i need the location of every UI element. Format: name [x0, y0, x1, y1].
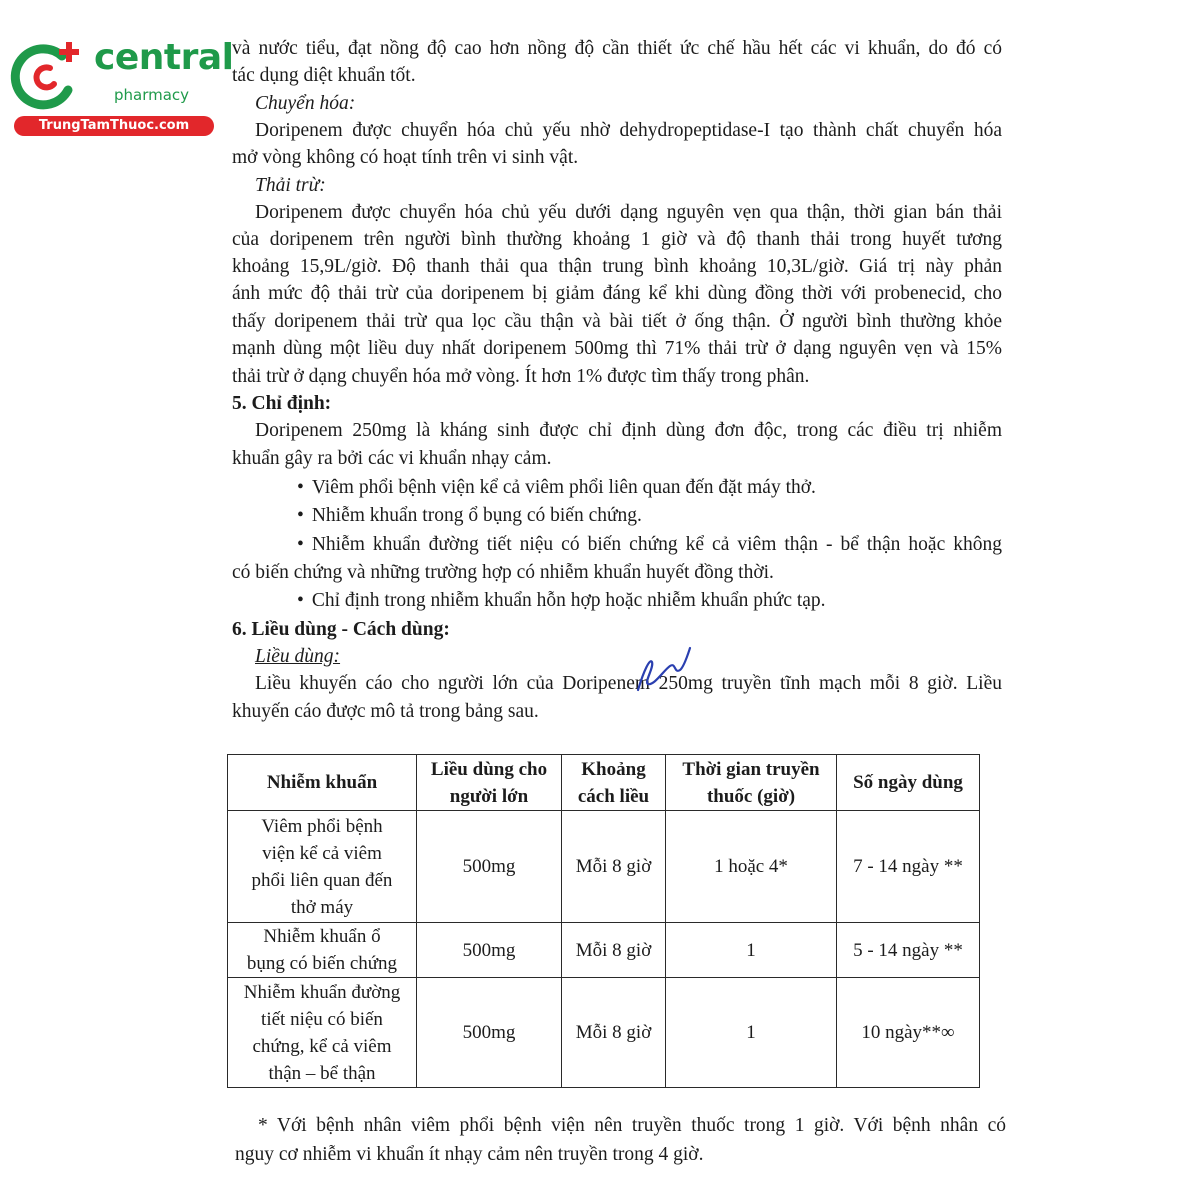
paragraph-line: khoảng 15,9L/giờ. Độ thanh thải qua thận trung bình khoảng 10,3L/giờ. Giá trị này phản [232, 256, 1002, 277]
indication-bullet: • Nhiễm khuẩn trong ổ bụng có biến chứng. [297, 503, 642, 529]
handwritten-initial-icon [630, 640, 700, 700]
indication-bullet: • Chỉ định trong nhiễm khuẩn hỗn hợp hoặc nhiễm khuẩn phức tạp. [297, 588, 826, 614]
footnote-line: * Với bệnh nhân viêm phổi bệnh viện nên truyền thuốc trong 1 giờ. Với bệnh nhân có [258, 1115, 1006, 1136]
paragraph-line: khuyến cáo được mô tả trong bảng sau. [232, 701, 539, 722]
dose-cell: 500mg [417, 978, 562, 1088]
infection-cell: Nhiễm khuẩn ổ bụng có biến chứng [228, 923, 417, 978]
pharmacy-logo[interactable] [10, 36, 234, 141]
column-header: Liều dùng cho người lớn [417, 755, 562, 811]
table-row [228, 811, 980, 923]
days-cell: 5 - 14 ngày ** [837, 923, 980, 978]
section-5-heading: 5. Chỉ định: [232, 393, 332, 414]
paragraph-line: mạnh dùng một liều duy nhất doripenem 500mg thì 71% thải trừ ở dạng nguyên vẹn và 15% [232, 338, 1002, 359]
logo-subtitle: pharmacy [114, 86, 190, 104]
column-header: Nhiễm khuẩn [228, 755, 417, 811]
days-cell: 7 - 14 ngày ** [837, 811, 980, 923]
days-cell: 10 ngày**∞ [837, 978, 980, 1088]
table-header-row [228, 755, 980, 811]
table-row [228, 923, 980, 978]
paragraph-line: và nước tiểu, đạt nồng độ cao hơn nồng độ cần thiết ức chế hầu hết các vi khuẩn, do đó có [232, 38, 1002, 59]
paragraph-line: Doripenem được chuyển hóa chủ yếu dưới dạng nguyên vẹn qua thận, thời gian bán thải [255, 202, 1002, 223]
interval-cell: Mỗi 8 giờ [562, 923, 666, 978]
subheading-dosage: Liều dùng: [255, 646, 341, 667]
paragraph-line: khuẩn gây ra bởi các vi khuẩn nhạy cảm. [232, 448, 552, 469]
dosage-table [227, 754, 980, 1088]
paragraph-line: mở vòng không có hoạt tính trên vi sinh vật. [232, 147, 579, 168]
infection-cell: Viêm phổi bệnh viện kể cả viêm phổi liên quan đến thở máy [228, 811, 417, 923]
paragraph-line: tác dụng diệt khuẩn tốt. [232, 65, 416, 86]
paragraph-line: Doripenem được chuyển hóa chủ yếu nhờ dehydropeptidase-I tạo thành chất chuyển hóa [255, 120, 1002, 141]
paragraph-line: Doripenem 250mg là kháng sinh được chỉ định dùng đơn độc, trong các điều trị nhiễm [255, 420, 1002, 441]
footnote-line: nguy cơ nhiễm vi khuẩn ít nhạy cảm nên truyền trong 4 giờ. [235, 1144, 704, 1165]
logo-mark-icon [10, 38, 90, 113]
column-header: Khoảng cách liều [562, 755, 666, 811]
infusion-time-cell: 1 hoặc 4* [666, 811, 837, 923]
dose-cell: 500mg [417, 923, 562, 978]
subheading-metabolism: Chuyển hóa: [255, 93, 356, 114]
section-6-heading: 6. Liều dùng - Cách dùng: [232, 619, 450, 640]
infusion-time-cell: 1 [666, 978, 837, 1088]
dose-cell: 500mg [417, 811, 562, 923]
infection-cell: Nhiễm khuẩn đường tiết niệu có biến chứng, kể cả viêm thận – bể thận [228, 978, 417, 1088]
paragraph-line: ánh mức độ thải trừ của doripenem bị giảm đáng kể khi dùng đồng thời với probenecid, cho [232, 283, 1002, 304]
indication-bullet: • Nhiễm khuẩn đường tiết niệu có biến chứng kể cả viêm thận - bể thận hoặc không [297, 532, 1002, 558]
interval-cell: Mỗi 8 giờ [562, 978, 666, 1088]
logo-name: central [94, 37, 234, 78]
paragraph-line: Liều khuyến cáo cho người lớn của Doripenem 250mg truyền tĩnh mạch mỗi 8 giờ. Liều [255, 673, 1002, 694]
indication-bullet: • Viêm phổi bệnh viện kể cả viêm phổi liên quan đến đặt máy thở. [297, 475, 816, 501]
paragraph-line: có biến chứng và những trường hợp có nhiễm khuẩn huyết đồng thời. [232, 562, 774, 583]
paragraph-line: thấy doripenem thải trừ qua lọc cầu thận và bài tiết ở ống thận. Ở người bình thường khỏe [232, 311, 1002, 332]
paragraph-line: thải trừ ở dạng chuyển hóa mở vòng. Ít hơn 1% được tìm thấy trong phân. [232, 366, 810, 387]
table-row [228, 978, 980, 1088]
infusion-time-cell: 1 [666, 923, 837, 978]
column-header: Thời gian truyền thuốc (giờ) [666, 755, 837, 811]
interval-cell: Mỗi 8 giờ [562, 811, 666, 923]
logo-site-link[interactable]: TrungTamThuoc.com [14, 116, 214, 136]
subheading-elimination: Thải trừ: [255, 175, 326, 196]
column-header: Số ngày dùng [837, 755, 980, 811]
paragraph-line: của doripenem trên người bình thường khoảng 1 giờ và độ thanh thải trong huyết tương [232, 229, 1002, 250]
